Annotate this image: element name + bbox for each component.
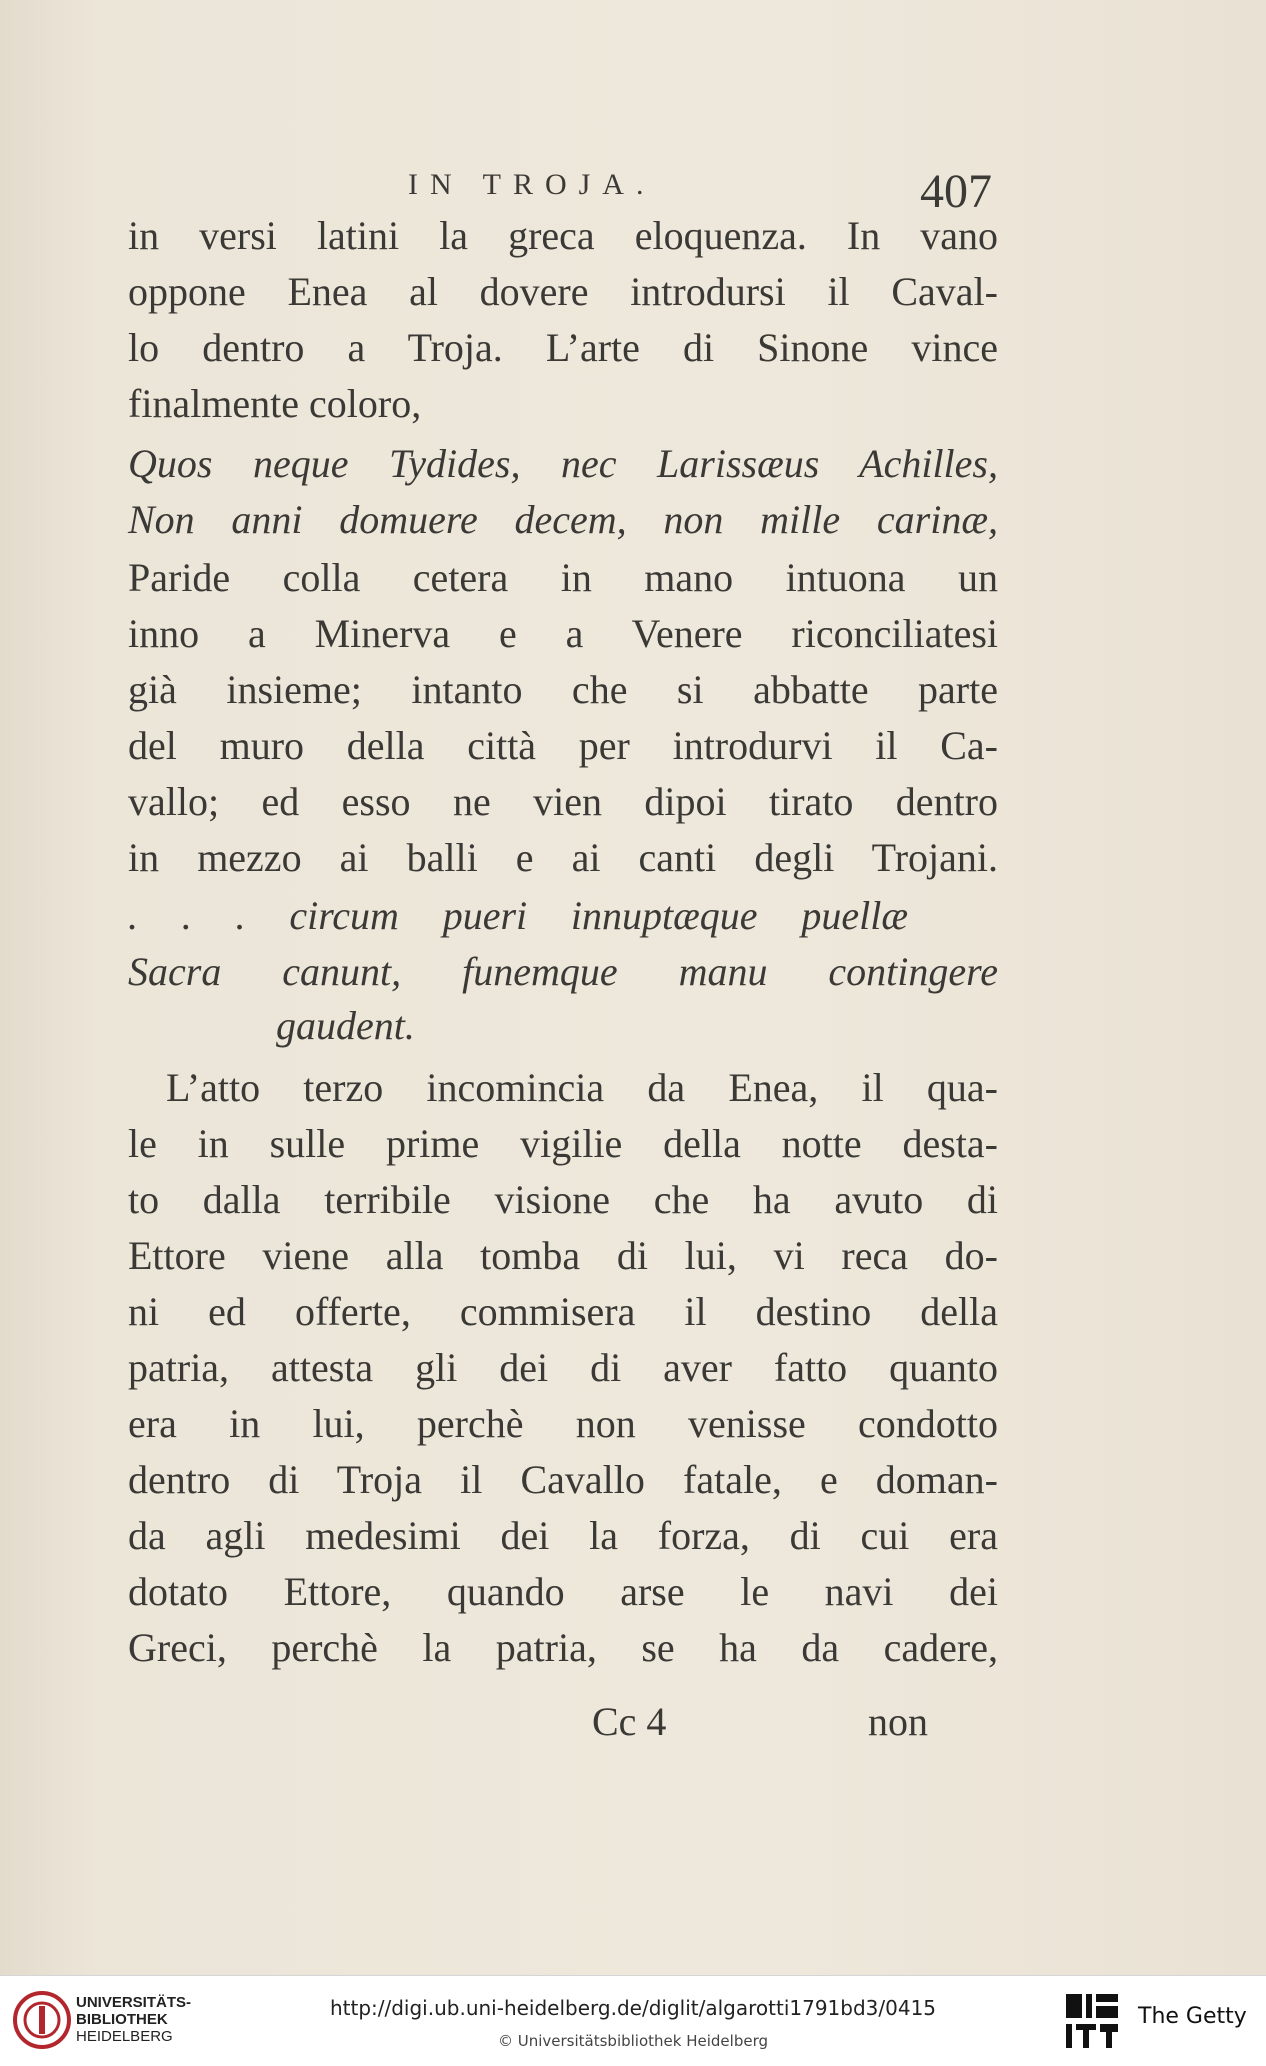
- text-line: in mezzo ai balli e ai canti degli Trojani.: [128, 835, 998, 880]
- text-line: del muro della città per introdurvi il Ca-: [128, 723, 998, 768]
- text-line: oppone Enea al dovere introdursi il Caval-: [128, 269, 998, 314]
- getty-logo-icon: [1062, 1990, 1122, 2052]
- verse-line: gaudent.: [276, 1003, 415, 1048]
- text-line: inno a Minerva e a Venere riconciliatesi: [128, 611, 998, 656]
- copyright-notice: © Universitätsbibliothek Heidelberg: [497, 2032, 768, 2050]
- text-line: Paride colla cetera in mano intuona un: [128, 555, 998, 600]
- text-line: lo dentro a Troja. L’arte di Sinone vince: [128, 325, 998, 370]
- running-title: IN TROJA.: [408, 168, 656, 201]
- text-line: L’atto terzo incomincia da Enea, il qua-: [166, 1065, 998, 1110]
- verse-line: . . . circum pueri innuptæque puellæ: [128, 893, 908, 938]
- text-line: ni ed offerte, commisera il destino della: [128, 1289, 998, 1334]
- text-line: dentro di Troja il Cavallo fatale, e doman-: [128, 1457, 998, 1502]
- verse-line: Quos neque Tydides, nec Larissæus Achilles,: [128, 441, 998, 486]
- university-name-line-1: UNIVERSITÄTS-: [76, 1994, 192, 2011]
- text-line: era in lui, perchè non venisse condotto: [128, 1401, 998, 1446]
- text-line: dotato Ettore, quando arse le navi dei: [128, 1569, 998, 1614]
- catchword: non: [868, 1699, 928, 1744]
- partner-name: The Getty: [1138, 2004, 1247, 2029]
- text-line: le in sulle prime vigilie della notte desta-: [128, 1121, 998, 1166]
- text-line: Greci, perchè la patria, se ha da cadere,: [128, 1625, 998, 1670]
- signature-mark: Cc 4: [592, 1699, 667, 1744]
- verse-line: Sacra canunt, funemque manu contingere: [128, 949, 998, 994]
- text-line: vallo; ed esso ne vien dipoi tirato dentro: [128, 779, 998, 824]
- attribution-bar: [0, 1975, 1266, 2066]
- text-line: finalmente coloro,: [128, 381, 422, 426]
- text-line: patria, attesta gli dei di aver fatto quanto: [128, 1345, 998, 1390]
- page-number: 407: [920, 165, 992, 218]
- verse-line: Non anni domuere decem, non mille carinæ,: [128, 497, 998, 542]
- university-city: HEIDELBERG: [76, 2028, 173, 2045]
- text-line: Ettore viene alla tomba di lui, vi reca do-: [128, 1233, 998, 1278]
- source-url-link[interactable]: http://digi.ub.uni-heidelberg.de/diglit/algarotti1791bd3/0415: [329, 1996, 937, 2020]
- university-name-line-2: BIBLIOTHEK: [76, 2011, 168, 2028]
- text-line: da agli medesimi dei la forza, di cui era: [128, 1513, 998, 1558]
- text-line: già insieme; intanto che si abbatte parte: [128, 667, 998, 712]
- text-line: in versi latini la greca eloquenza. In vano: [128, 213, 998, 258]
- text-line: to dalla terribile visione che ha avuto di: [128, 1177, 998, 1222]
